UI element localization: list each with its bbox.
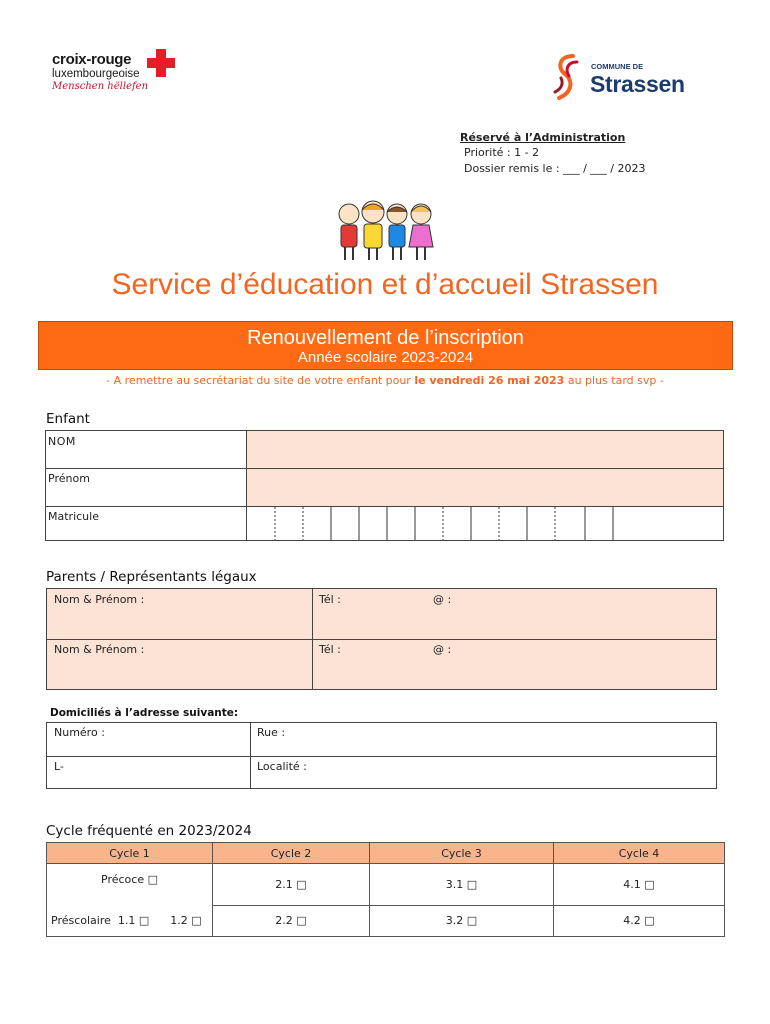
nom-field[interactable]: [247, 431, 723, 468]
cycle-1-header: Cycle 1: [47, 843, 213, 864]
parents-section-title: Parents / Représentants légaux: [46, 569, 257, 585]
address-section-title: Domiciliés à l’adresse suivante:: [50, 707, 239, 719]
title-banner: [38, 321, 733, 370]
cycle-2-header: Cycle 2: [213, 843, 370, 864]
parent-2-email-label: @ :: [433, 643, 452, 656]
deadline-note-end: au plus tard svp -: [564, 374, 664, 387]
red-cross-icon: [145, 47, 177, 79]
page-title: Service d’éducation et d’accueil Strassen: [111, 268, 659, 301]
parent-row-2[interactable]: [47, 640, 716, 689]
strassen-emblem-icon: [553, 52, 579, 102]
cycle-option-2-2[interactable]: 2.2 □: [213, 905, 370, 936]
numero-field[interactable]: Numéro :: [54, 726, 105, 739]
banner-title: Renouvellement de l’inscription: [247, 327, 524, 349]
cycle-option-2-1[interactable]: 2.1 □: [213, 864, 370, 906]
deadline-date: le vendredi 26 mai 2023: [414, 374, 565, 387]
cycle-4-header: Cycle 4: [554, 843, 725, 864]
children-illustration: [333, 200, 441, 262]
localite-field[interactable]: Localité :: [257, 760, 307, 773]
croix-rouge-subtitle: luxembourgeoise: [52, 68, 140, 80]
cycle-option-precoce-label: Précoce □: [101, 873, 158, 886]
child-table: [45, 430, 724, 541]
postcode-field[interactable]: L-: [54, 760, 64, 773]
nom-label: NOM: [48, 435, 76, 448]
rue-field[interactable]: Rue :: [257, 726, 286, 739]
cycle-row-1: [47, 864, 725, 906]
parents-table: [46, 588, 717, 690]
cycle-3-header: Cycle 3: [370, 843, 554, 864]
cycle-option-prescolaire[interactable]: Préscolaire 1.1 □ 1.2 □: [47, 905, 213, 936]
cycle-option-3-1[interactable]: 3.1 □: [370, 864, 554, 906]
parent-1-tel-label: Tél :: [319, 593, 341, 606]
parent-1-name-label: Nom & Prénom :: [54, 593, 145, 606]
column-divider: [250, 723, 251, 788]
row-divider: [47, 756, 716, 757]
admin-dossier: Dossier remis le : ___ / ___ / 2023: [464, 162, 646, 175]
parent-1-email-label: @ :: [433, 593, 452, 606]
croix-rouge-signature: Menschen hëllefen: [52, 81, 149, 92]
prenom-label: Prénom: [48, 472, 90, 485]
parent-2-name-label: Nom & Prénom :: [54, 643, 145, 656]
matricule-label: Matricule: [48, 510, 99, 523]
matricule-digit-boxes: [247, 507, 723, 540]
banner-subtitle: Année scolaire 2023-2024: [297, 349, 474, 366]
deadline-note-start: - A remettre au secrétariat du site de votre enfant pour: [106, 374, 415, 387]
cycle-header-row: [47, 843, 725, 864]
cycle-row-2: [47, 905, 725, 936]
child-section-title: Enfant: [46, 411, 90, 427]
prenom-field[interactable]: [247, 469, 723, 506]
strassen-name: Strassen: [590, 71, 685, 97]
cycle-option-4-2[interactable]: 4.2 □: [554, 905, 725, 936]
address-table: [46, 722, 717, 789]
parent-row-1[interactable]: [47, 589, 716, 639]
parent-2-tel-label: Tél :: [319, 643, 341, 656]
admin-block: [460, 131, 720, 175]
cycle-table: [46, 842, 725, 937]
strassen-logo: [553, 50, 713, 106]
matricule-field[interactable]: [247, 507, 723, 540]
cycle-option-4-1[interactable]: 4.1 □: [554, 864, 725, 906]
deadline-note: [0, 374, 770, 387]
cycle-option-precoce[interactable]: [47, 864, 213, 906]
admin-title: Réservé à l’Administration: [460, 131, 626, 144]
label-column: [46, 431, 247, 540]
croix-rouge-wordmark: croix-rouge: [52, 51, 132, 68]
cycle-section-title: Cycle fréquenté en 2023/2024: [46, 823, 252, 839]
cycle-option-3-2[interactable]: 3.2 □: [370, 905, 554, 936]
croix-rouge-logo: [50, 50, 190, 100]
admin-priority: Priorité : 1 - 2: [464, 146, 540, 159]
strassen-commune-label: COMMUNE DE: [591, 62, 644, 71]
